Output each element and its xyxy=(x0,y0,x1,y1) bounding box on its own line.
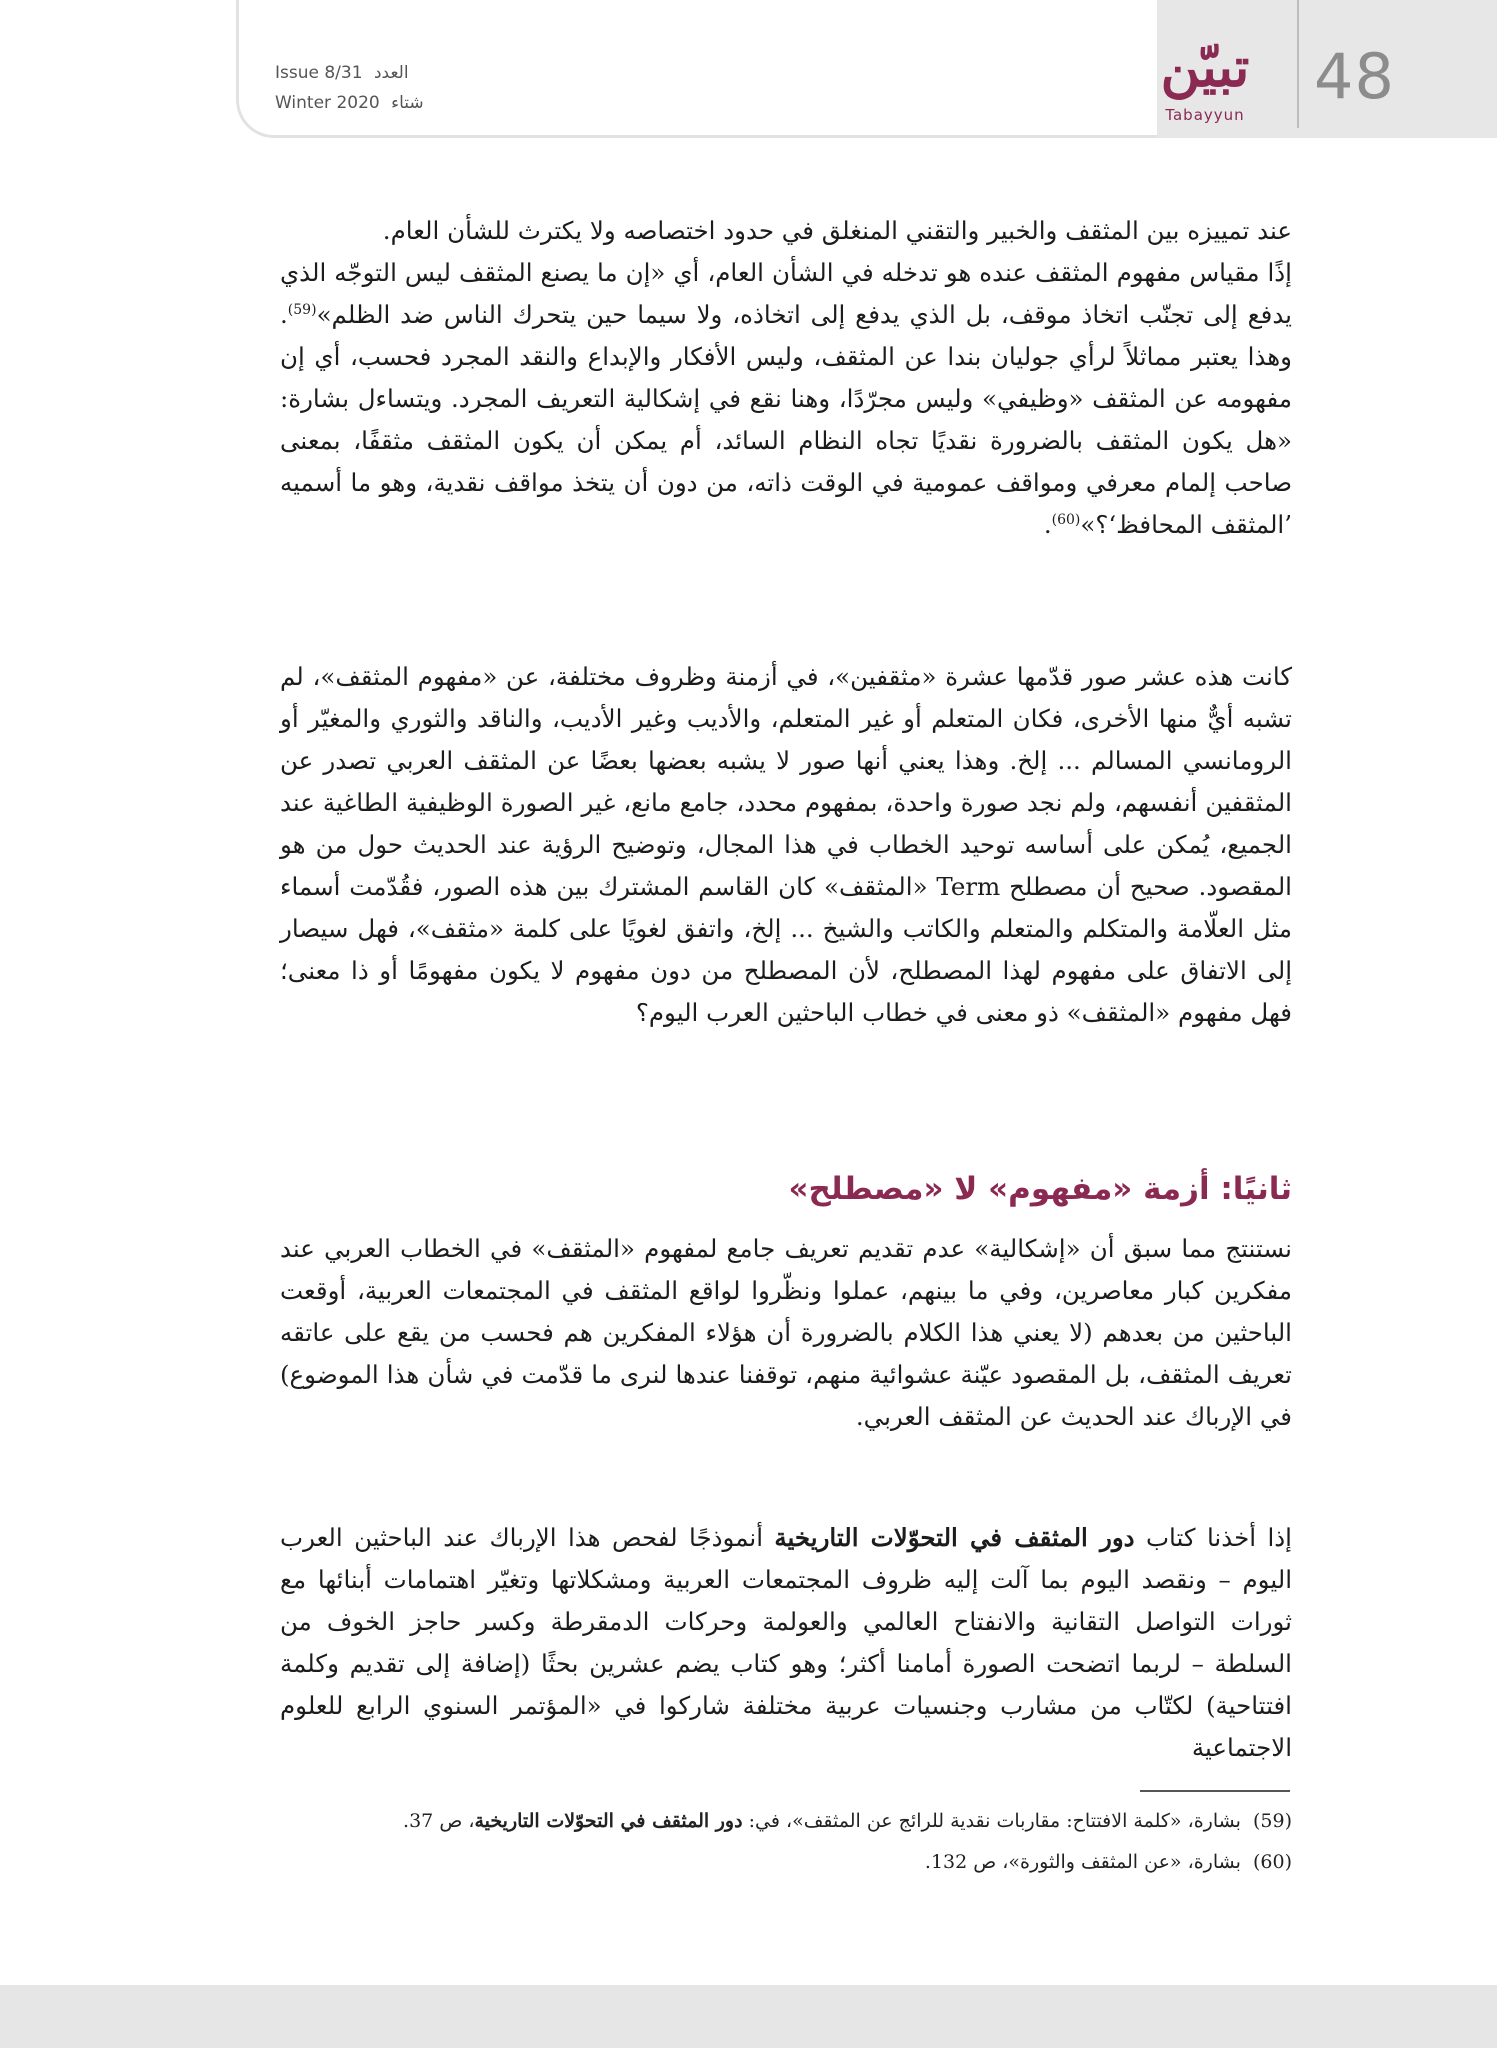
footnote-number: (60) xyxy=(1252,1851,1292,1873)
issue-info xyxy=(275,58,445,118)
section-heading: ثانيًا: أزمة «مفهوم» لا «مصطلح» xyxy=(788,1171,1292,1207)
season-en: Winter 2020 xyxy=(275,93,380,113)
paragraph-4 xyxy=(280,1517,1292,1769)
paragraph-3: نستنتج مما سبق أن «إشكالية» عدم تقديم تعريف جامع لمفهوم «المثقف» في الخطاب العربي عند مفكرين كبار معاصرين، وفي ما بينهم، عملوا ونظّروا لواقع المثقف في المجتمعات العربية، أوقعت الباحثين من بعدهم (لا يعني هذا الكلام بالضرورة أن هؤلاء المفكرين هم فحسب من يقع على عاتقه تعريف المثقف، بل المقصود عيّنة عشوائية منهم، توقفنا عندها لنرى ما قدّمت في شأن هذا الموضوع) في الإرباك عند الحديث عن المثقف العربي. xyxy=(280,1234,1292,1431)
paragraph-2: كانت هذه عشر صور قدّمها عشرة «مثقفين»، في أزمنة وظروف مختلفة، عن «مفهوم المثقف»، لم تشبه أيٌّ منها الأخرى، فكان المتعلم أو غير المتعلم، والأديب وغير الأديب، والناقد والثوري والمغيّر أو الرومانسي المسالم ... إلخ. وهذا يعني أنها صور لا يشبه بعضها بعضًا عن المثقف العربي تصدر عن المثقفين أنفسهم، ولم نجد صورة واحدة، بمفهوم محدد، جامع مانع، غير الصورة الوظيفية الطاغية عند الجميع، يُمكن على أساسه توحيد الخطاب في هذا المجال، وتوضيح الرؤية عند الحديث حول من هو المقصود. صحيح أن مصطلح Term «المثقف» كان القاسم المشترك بين هذه الصور، فقُدّمت أسماء مثل العلّامة والمتكلم والمتعلم والكاتب والشيخ ... إلخ، واتفق لغويًا على كلمة «مثقف»، فهل سيصار إلى الاتفاق على مفهوم لهذا المصطلح، لأن المصطلح من دون مفهوم لا يكون مفهومًا أو ذا معنى؛ فهل مفهوم «المثقف» ذو معنى في خطاب الباحثين العرب اليوم؟ xyxy=(280,662,1293,1027)
p4-text-a: إذا أخذنا كتاب xyxy=(1134,1523,1292,1552)
season-line xyxy=(275,88,445,118)
header-divider xyxy=(1297,0,1299,128)
book-title: دور المثقف في التحوّلات التاريخية xyxy=(774,1523,1135,1552)
footnote-page: ، ص 37. xyxy=(403,1810,475,1832)
issue-line xyxy=(275,58,445,88)
p1-text-b: إذًا مقياس مفهوم المثقف عنده هو تدخله في الشأن العام، أي «إن ما يصنع المثقف ليس التوجّه الذي يدفع إلى تجنّب اتخاذ موقف، بل الذي يدفع إلى اتخاذه، ولا سيما حين يتحرك الناس ضد الظلم» xyxy=(280,258,1292,329)
tabayyun-logo xyxy=(1135,35,1275,130)
p1-text-c: . وهذا يعتبر مماثلاً لرأي جوليان بندا عن المثقف، وليس الأفكار والإبداع والنقد المجرد فحسب، أي إن مفهومه عن المثقف «وظيفي» وليس مجرّدًا، وهنا نقع في إشكالية التعريف المجرد. ويتساءل بشارة: «هل يكون المثقف بالضرورة نقديًا تجاه النظام السائد، أم يمكن أن يكون المثقف مثقفًا، بمعنى صاحب إلمام معرفي ومواقف عمومية في الوقت ذاته، من دون أن يتخذ مواقف نقدية، وهو ما أسميه ’المثقف المحافظ‘؟» xyxy=(280,300,1292,539)
issue-ar: العدد xyxy=(373,63,409,83)
footnote-book-title: دور المثقف في التحوّلات التاريخية xyxy=(474,1810,743,1832)
paragraph-1 xyxy=(280,210,1292,546)
issue-en: Issue 8/31 xyxy=(275,63,363,83)
footnotes xyxy=(280,1801,1292,1883)
p1-text-d: . xyxy=(1043,510,1052,539)
p1-text-a: عند تمييزه بين المثقف والخبير والتقني المنغلق في حدود اختصاصه ولا يكترث للشأن العام. xyxy=(382,216,1292,245)
footnote-ref-59: (59) xyxy=(287,301,317,318)
footnote-60 xyxy=(280,1842,1292,1883)
p4-text-b: أنموذجًا لفحص هذا الإرباك عند الباحثين العرب اليوم – ونقصد اليوم بما آلت إليه ظروف المجتمعات العربية ومشكلاتها وتغيّر اهتمامات أبنائها مع ثورات التواصل التقانية والانفتاح العالمي والعولمة وحركات الدمقرطة وكسر حاجز الخوف من السلطة – لربما اتضحت الصورة أمامنا أكثر؛ وهو كتاب يضم عشرين بحثًا (إضافة إلى تقديم وكلمة افتتاحية) لكتّاب من مشارب وجنسيات عربية مختلفة شاركوا في «المؤتمر السنوي الرابع للعلوم الاجتماعية xyxy=(280,1523,1292,1762)
logo-latin: Tabayyun xyxy=(1165,106,1245,124)
logo-arabic: تبيّن xyxy=(1160,35,1250,99)
footnote-rule xyxy=(1140,1790,1290,1792)
season-ar: شتاء xyxy=(391,93,424,113)
footnote-ref-60: (60) xyxy=(1051,511,1081,528)
footnote-number: (59) xyxy=(1252,1810,1292,1832)
page-number: 48 xyxy=(1314,40,1395,113)
page-footer-band xyxy=(0,1985,1497,2048)
footnote-text: بشارة، «كلمة الافتتاح: مقاربات نقدية للرائج عن المثقف»، في: xyxy=(742,1810,1241,1832)
footnote-text: بشارة، «عن المثقف والثورة»، ص 132. xyxy=(924,1851,1241,1873)
footnote-59 xyxy=(280,1801,1292,1842)
